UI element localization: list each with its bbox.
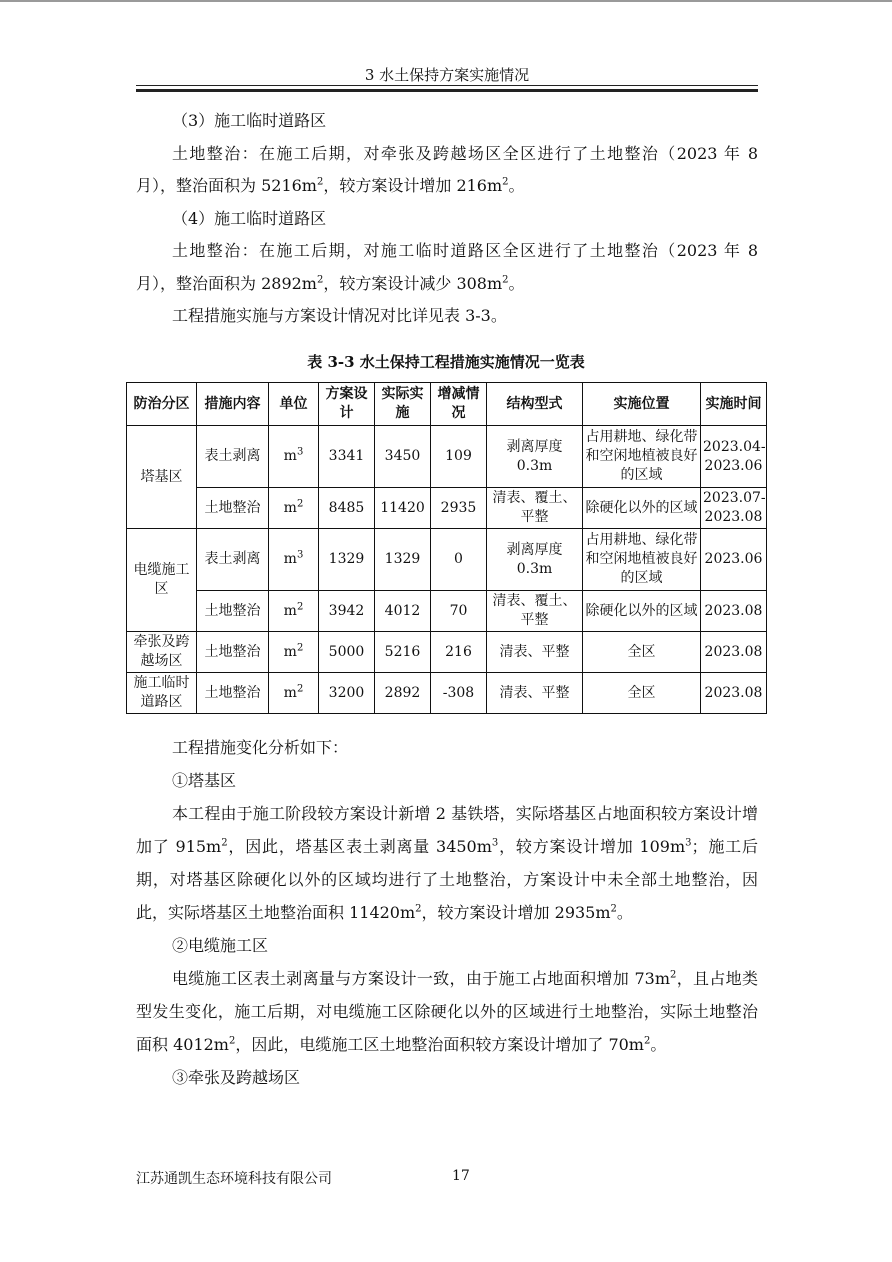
subheading-4: （4）施工临时道路区 <box>172 208 327 228</box>
structure-cell: 清表、平整 <box>487 632 583 673</box>
actual-cell: 1329 <box>375 529 431 591</box>
structure-cell: 剥离厚度0.3m <box>487 426 583 488</box>
col-header-plan: 方案设计 <box>319 383 375 426</box>
body-section-b <box>136 731 758 1094</box>
location-cell: 全区 <box>583 632 701 673</box>
change-cell: 2935 <box>431 488 487 529</box>
paragraph-land-4: 土地整治：在施工后期，对施工临时道路区全区进行了土地整治（2023 年 8 月），整治面积为 $2892m^2$，较方案设计减少 $308m^2$。 <box>136 241 758 293</box>
paragraph-table-ref: 工程措施实施与方案设计情况对比详见表 3-3。 <box>172 306 507 325</box>
col-header-unit: 单位 <box>269 383 319 426</box>
col-header-actual: 实际实施 <box>375 383 431 426</box>
structure-cell: 清表、覆土、平整 <box>487 591 583 632</box>
actual-cell: 5216 <box>375 632 431 673</box>
time-cell: 2023.07-2023.08 <box>701 488 767 529</box>
measure-cell: 土地整治 <box>197 673 269 714</box>
table-row <box>127 632 767 673</box>
location-cell: 占用耕地、绿化带和空闲地植被良好的区域 <box>583 529 701 591</box>
unit-cell: $m^3$ <box>269 529 319 591</box>
page-number: 17 <box>452 1168 470 1184</box>
plan-cell: 3200 <box>319 673 375 714</box>
header-rule <box>136 85 758 86</box>
unit-cell: $m^2$ <box>269 632 319 673</box>
measure-cell: 土地整治 <box>197 488 269 529</box>
time-cell: 2023.08 <box>701 591 767 632</box>
col-header-change: 增减情况 <box>431 383 487 426</box>
measures-table <box>126 382 767 714</box>
unit-cell: $m^2$ <box>269 673 319 714</box>
change-cell: 70 <box>431 591 487 632</box>
measure-cell: 表土剥离 <box>197 529 269 591</box>
actual-cell: 3450 <box>375 426 431 488</box>
time-cell: 2023.06 <box>701 529 767 591</box>
subheading-tension: ③牵张及跨越场区 <box>172 1068 301 1087</box>
table-row <box>127 426 767 488</box>
table-row <box>127 529 767 591</box>
location-cell: 除硬化以外的区域 <box>583 591 701 632</box>
subheading-3: （3）施工临时道路区 <box>172 111 327 130</box>
zone-cell: 塔基区 <box>127 426 197 529</box>
body-section-a <box>136 105 758 333</box>
location-cell: 占用耕地、绿化带和空闲地植被良好的区域 <box>583 426 701 488</box>
structure-cell: 剥离厚度0.3m <box>487 529 583 591</box>
unit-cell: $m^2$ <box>269 591 319 632</box>
structure-cell: 清表、覆土、平整 <box>487 488 583 529</box>
table-row <box>127 488 767 529</box>
measure-cell: 表土剥离 <box>197 426 269 488</box>
col-header-zone: 防治分区 <box>127 383 197 426</box>
col-header-structure: 结构型式 <box>487 383 583 426</box>
structure-cell: 清表、平整 <box>487 673 583 714</box>
actual-cell: 2892 <box>375 673 431 714</box>
change-cell: -308 <box>431 673 487 714</box>
change-cell: 216 <box>431 632 487 673</box>
plan-cell: 3341 <box>319 426 375 488</box>
location-cell: 除硬化以外的区域 <box>583 488 701 529</box>
header-rule-thick <box>136 89 758 92</box>
plan-cell: 3942 <box>319 591 375 632</box>
col-header-time: 实施时间 <box>701 383 767 426</box>
footer-company: 江苏通凯生态环境科技有限公司 <box>136 1171 332 1187</box>
table-row <box>127 591 767 632</box>
zone-cell: 施工临时道路区 <box>127 673 197 714</box>
zone-cell: 牵张及跨越场区 <box>127 632 197 673</box>
measure-cell: 土地整治 <box>197 591 269 632</box>
plan-cell: 8485 <box>319 488 375 529</box>
analysis-intro: 工程措施变化分析如下： <box>172 738 349 757</box>
time-cell: 2023.08 <box>701 632 767 673</box>
time-cell: 2023.08 <box>701 673 767 714</box>
time-cell: 2023.04-2023.06 <box>701 426 767 488</box>
table-caption: 表 3-3 水土保持工程措施实施情况一览表 <box>307 353 585 371</box>
table-header-row <box>127 383 767 426</box>
col-header-measure: 措施内容 <box>197 383 269 426</box>
actual-cell: 4012 <box>375 591 431 632</box>
subheading-tower: ①塔基区 <box>172 771 237 790</box>
zone-cell: 电缆施工区 <box>127 529 197 632</box>
unit-cell: $m^3$ <box>269 426 319 488</box>
subheading-cable: ②电缆施工区 <box>172 936 269 955</box>
plan-cell: 5000 <box>319 632 375 673</box>
change-cell: 109 <box>431 426 487 488</box>
unit-cell: $m^2$ <box>269 488 319 529</box>
running-header: 3 水土保持方案实施情况 <box>364 66 530 84</box>
paragraph-tower: 本工程由于施工阶段较方案设计新增 2 基铁塔，实际塔基区占地面积较方案设计增加了 $915m^2$，因此，塔基区表土剥离量 $3450m^3$，较方案设计增加 $109m^3$；施工后期，对塔基区除硬化以外的区域均进行了土地整治，方案设计中未全部土地整治，因此，实际塔基区土地整治面积 $11420m^2$，较方案设计增加 $2935m^2$。 <box>136 804 758 922</box>
actual-cell: 11420 <box>375 488 431 529</box>
col-header-location: 实施位置 <box>583 383 701 426</box>
paragraph-land-3: 土地整治：在施工后期，对牵张及跨越场区全区进行了土地整治（2023 年 8 月），整治面积为 $5216m^2$，较方案设计增加 $216m^2$。 <box>136 143 758 195</box>
measure-cell: 土地整治 <box>197 632 269 673</box>
location-cell: 全区 <box>583 673 701 714</box>
table-row <box>127 673 767 714</box>
plan-cell: 1329 <box>319 529 375 591</box>
change-cell: 0 <box>431 529 487 591</box>
page-top-border <box>0 0 892 2</box>
paragraph-cable: 电缆施工区表土剥离量与方案设计一致，由于施工占地面积增加 $73m^2$，且占地类型发生变化，施工后期，对电缆施工区除硬化以外的区域进行土地整治，实际土地整治面积 $4012m^2$，因此，电缆施工区土地整治面积较方案设计增加了 $70m^2$。 <box>136 969 758 1054</box>
